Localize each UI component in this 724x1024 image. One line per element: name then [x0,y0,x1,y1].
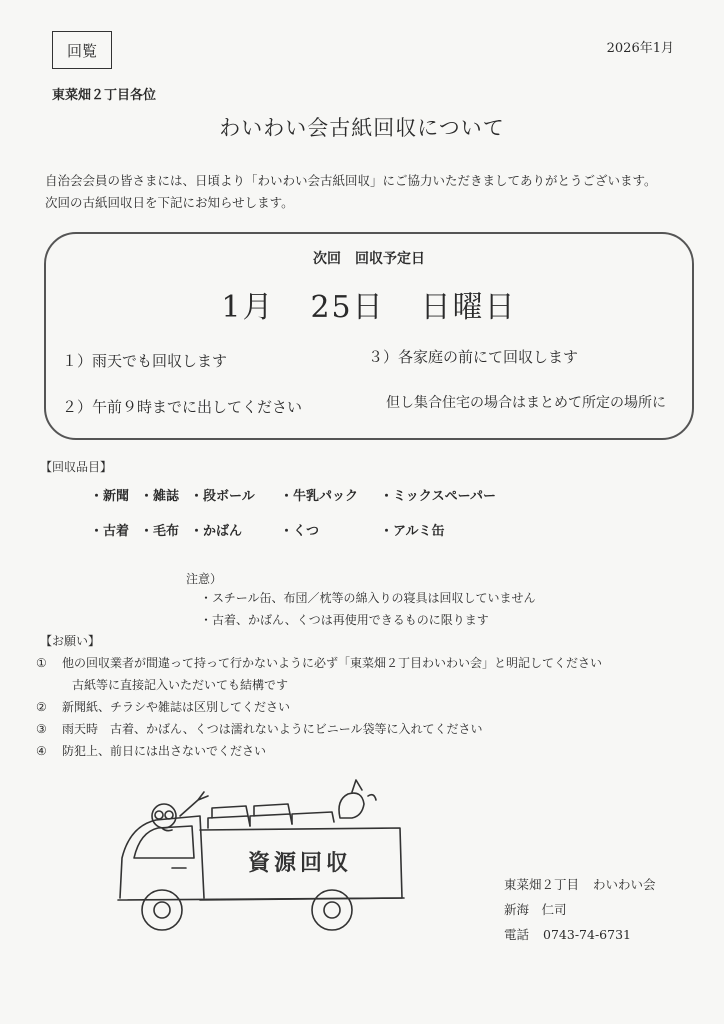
request-mark: ④ [36,744,47,758]
sender-block [504,872,656,947]
schedule-note-2: ２）午前９時までに出してください [62,398,303,416]
sender-group: わいわい会 [593,877,656,892]
request-mark [36,674,62,696]
sender-org-row [504,872,656,897]
request-text: 防犯上、前日には出さないでください [62,744,267,758]
sender-org: 東菜畑２丁目 [504,877,580,892]
items-heading: 【回収品目】 [40,460,113,474]
schedule-note-4: 但し集合住宅の場合はまとめて所定の場所に [386,395,666,411]
caution-line-1: ・スチール缶、布団／枕等の綿入りの寝具は回収していません [200,591,536,605]
request-mark: ① [36,656,47,670]
request-text: 他の回収業者が間違って持って行かないように必ず「東菜畑２丁目わいわい会」と明記してください [62,656,603,670]
schedule-weekday: 日曜日 [420,290,517,325]
item-newspaper: ・新聞 [90,489,130,504]
waving-hand [180,792,208,816]
request-row [36,740,602,762]
schedule-month: 1月 [221,290,275,325]
item-blanket: ・毛布 [140,524,180,539]
truck-label: 資源回収 [247,851,353,876]
schedule-day: 25日 [310,290,385,325]
request-row [36,718,602,740]
request-text: 雨天時 古着、かばん、くつは濡れないようにビニール袋等に入れてください [62,722,483,736]
request-mark: ② [36,700,47,714]
caution-list [200,587,536,631]
caution-heading: 注意） [186,572,223,586]
item-aluminum-can: ・アルミ缶 [380,524,445,539]
sender-phone: 0743-74-6731 [543,927,631,942]
item-cardboard: ・段ボール [190,489,255,504]
caution-line-2: ・古着、かばん、くつは再使用できるものに限ります [200,613,489,627]
kairan-box [52,31,112,69]
request-row [36,696,602,718]
item-magazine: ・雑誌 [140,489,180,504]
recycling-truck-illustration [100,770,410,950]
schedule-heading: 次回 回収予定日 [313,251,425,267]
sender-phone-row [504,922,656,947]
truck-window [134,826,194,858]
schedule-date [46,282,692,326]
item-milk-carton: ・牛乳パック [280,489,359,504]
sender-phone-label: 電話 [504,927,530,942]
kairan-label: 回覧 [66,41,97,60]
request-row [36,674,602,696]
request-text: 古紙等に直接記入いただいても結構です [72,678,289,692]
request-text: 新聞紙、チラシや雑誌は区別してください [62,700,291,714]
requests-heading: 【お願い】 [40,634,101,648]
request-row [36,652,602,674]
requests-list [36,652,602,762]
sender-name: 新海 仁司 [504,902,567,917]
intro-text [45,170,657,214]
issue-date: 2026年1月 [606,41,674,56]
dog-icon [339,793,364,818]
item-shoes: ・くつ [280,524,320,539]
item-bag: ・かばん [190,524,243,539]
schedule-note-3: ３）各家庭の前にて回収します [368,348,579,366]
intro-line-1: 自治会会員の皆さまには、日頃より「わいわい会古紙回収」にご協力いただきましてありがとうございます。 [45,173,657,188]
page-title: わいわい会古紙回収について [219,116,505,140]
item-old-clothes: ・古着 [90,524,130,539]
item-mixed-paper: ・ミックスペーパー [380,489,496,504]
addressee: 東菜畑２丁目各位 [52,88,157,103]
schedule-note-1: １）雨天でも回収します [62,352,228,370]
request-mark: ③ [36,722,47,736]
front-wheel-icon [142,890,182,930]
intro-line-2: 次回の古紙回収日を下記にお知らせします。 [45,195,294,210]
schedule-box [44,232,694,440]
rear-wheel-icon [312,890,352,930]
